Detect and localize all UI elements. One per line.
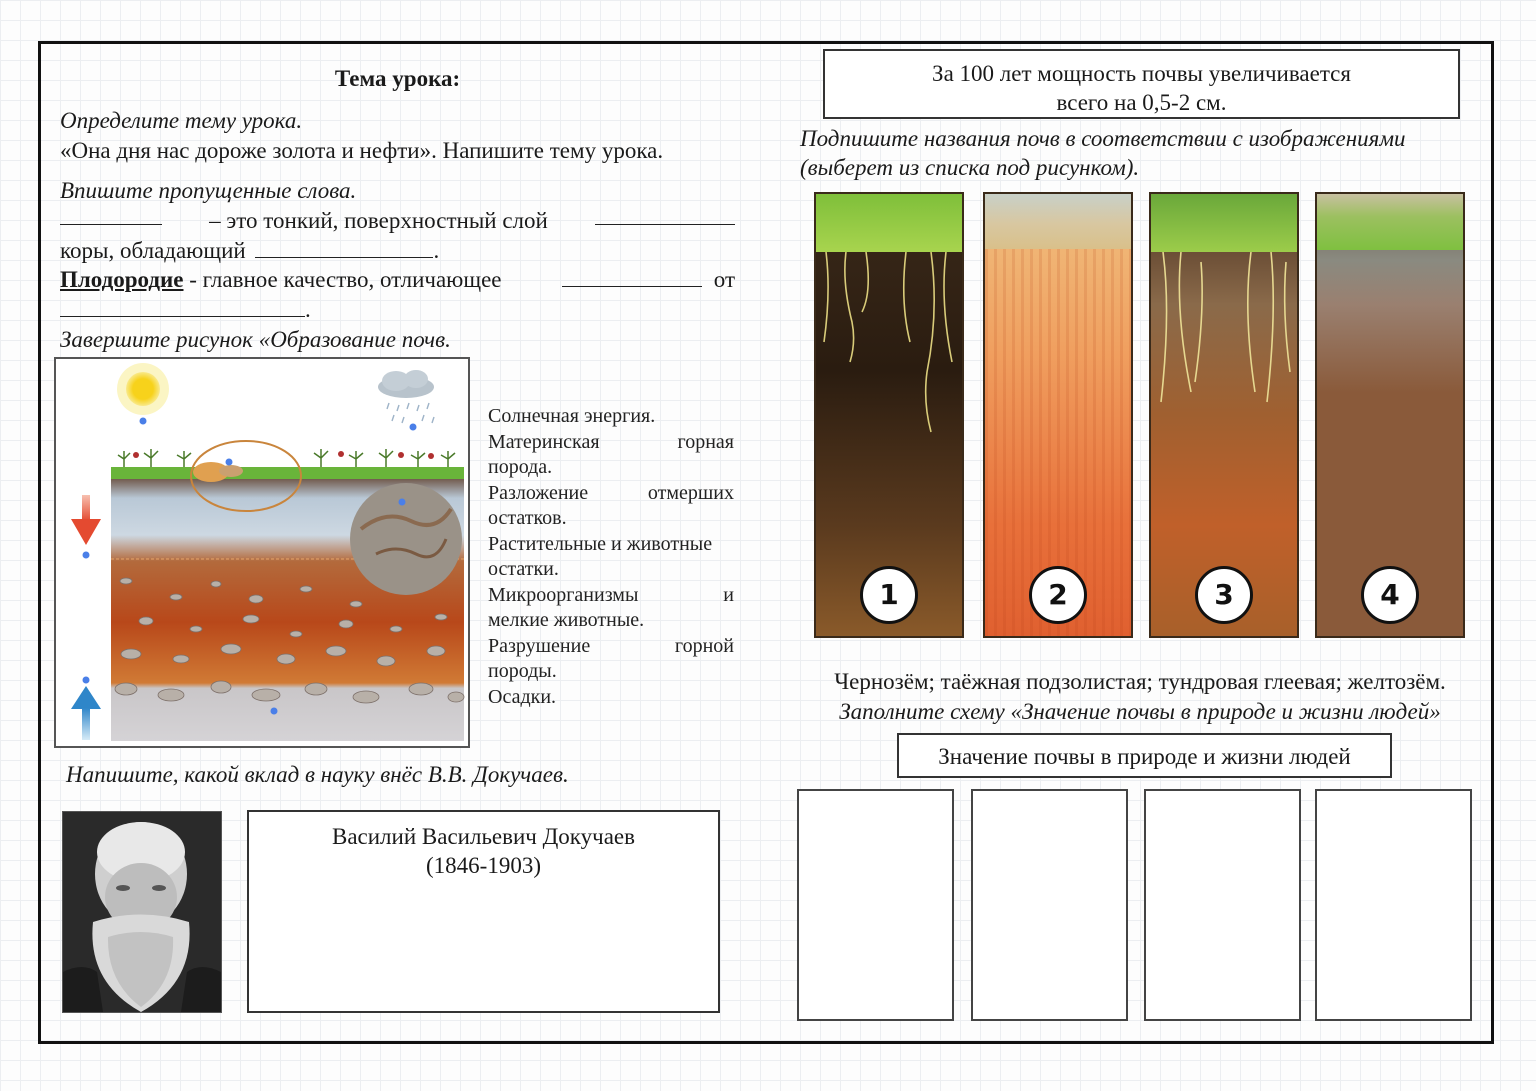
soil-options-list: Чернозём; таёжная подзолистая; тундровая глеевая; желтозём. xyxy=(834,669,1446,694)
profile-number-badge: 1 xyxy=(860,566,918,624)
scheme-answer-box-3[interactable] xyxy=(1144,789,1301,1021)
formation-label: Солнечная энергия. xyxy=(488,405,656,427)
period: . xyxy=(433,238,440,263)
period: . xyxy=(305,297,311,322)
blank-field[interactable] xyxy=(255,239,433,258)
roots-illustration xyxy=(816,252,962,452)
profile-number-badge: 2 xyxy=(1029,566,1087,624)
fill-line-1 xyxy=(60,206,735,235)
scheme-title-box xyxy=(897,733,1392,778)
scientist-years: (1846-1903) xyxy=(426,853,541,878)
formation-label: Материнская горная xyxy=(488,430,734,453)
soil-formation-diagram xyxy=(54,357,470,748)
scientist-name: Василий Васильевич Докучаев xyxy=(331,824,636,849)
soil-profile-4 xyxy=(1315,192,1465,638)
profile-number-badge: 3 xyxy=(1195,566,1253,624)
fertility-term: Плодородие xyxy=(60,267,184,292)
soil-profile-3 xyxy=(1149,192,1299,638)
task6-instruction: Заполните схему «Значение почвы в природе и жизни людей» xyxy=(839,699,1441,724)
task4-instruction: Напишите, какой вклад в науку внёс В.В. Докучаев. xyxy=(66,762,569,787)
soil-profile-1 xyxy=(814,192,964,638)
roots-illustration xyxy=(1151,252,1297,432)
lesson-topic-title: Тема урока: xyxy=(334,66,461,91)
formation-label: Разложение отмерших xyxy=(488,481,734,504)
blank-field[interactable] xyxy=(60,298,305,317)
blank-field[interactable] xyxy=(595,206,735,225)
fill-line-2 xyxy=(60,236,439,265)
soil-profile-2 xyxy=(983,192,1133,638)
rain-cloud-icon xyxy=(378,370,434,423)
task2-instruction: Впишите пропущенные слова. xyxy=(60,178,357,203)
vegetation-layer xyxy=(985,194,1131,249)
sun-icon xyxy=(117,363,169,415)
arrow-down-icon xyxy=(71,495,101,545)
fill-line-2-text: коры, обладающий xyxy=(60,238,246,263)
formation-labels-list: Солнечная энергия. Материнская горная порода. Разложение отмерших остатков. Растительные и животные остатки. Микроорганизмы и мелкие животные. Разрушение горной породы. Осадки. xyxy=(488,404,734,710)
task5-instruction-line1: Подпишите названия почв в соответствии с изображениями xyxy=(800,126,1406,151)
blank-field[interactable] xyxy=(60,206,162,225)
formation-label: Растительные и животные xyxy=(488,532,713,555)
vegetation-layer xyxy=(1317,194,1463,250)
fact-line-1: За 100 лет мощность почвы увеличивается xyxy=(932,61,1351,86)
formation-label: Разрушение горной xyxy=(488,634,734,657)
soil-formation-illustration xyxy=(56,359,468,746)
scheme-answer-box-4[interactable] xyxy=(1315,789,1472,1021)
fact-box xyxy=(823,49,1460,119)
fill-line-4 xyxy=(60,295,311,324)
vegetation-layer xyxy=(1151,194,1297,252)
portrait-image xyxy=(63,812,221,1012)
task1-text: «Она дня нас дороже золота и нефти». Напишите тему урока. xyxy=(60,138,664,163)
profile-number-badge: 4 xyxy=(1361,566,1419,624)
task3-instruction: Завершите рисунок «Образование почв. xyxy=(60,327,451,352)
task5-instruction-line2: (выберет из списка под рисунком). xyxy=(800,155,1140,180)
formation-label: Осадки. xyxy=(488,685,557,708)
fact-line-2: всего на 0,5-2 см. xyxy=(1056,90,1227,115)
blank-field[interactable] xyxy=(562,268,702,287)
fill-line-3-text: - главное качество, отличающее xyxy=(189,267,502,292)
dokuchaev-answer-box[interactable] xyxy=(247,810,720,1013)
fill-line-3-end: от xyxy=(713,267,735,292)
scheme-answer-box-1[interactable] xyxy=(797,789,954,1021)
fill-line-1-text: – это тонкий, поверхностный слой xyxy=(209,208,548,233)
arrow-up-icon xyxy=(71,686,101,740)
formation-label: Микроорганизмы и xyxy=(488,583,734,606)
vegetation-layer xyxy=(816,194,962,252)
scheme-title: Значение почвы в природе и жизни людей xyxy=(938,744,1351,769)
fill-line-3 xyxy=(60,265,735,294)
task1-instruction: Определите тему урока. xyxy=(60,108,303,133)
scheme-answer-box-2[interactable] xyxy=(971,789,1128,1021)
dokuchaev-portrait xyxy=(62,811,222,1013)
